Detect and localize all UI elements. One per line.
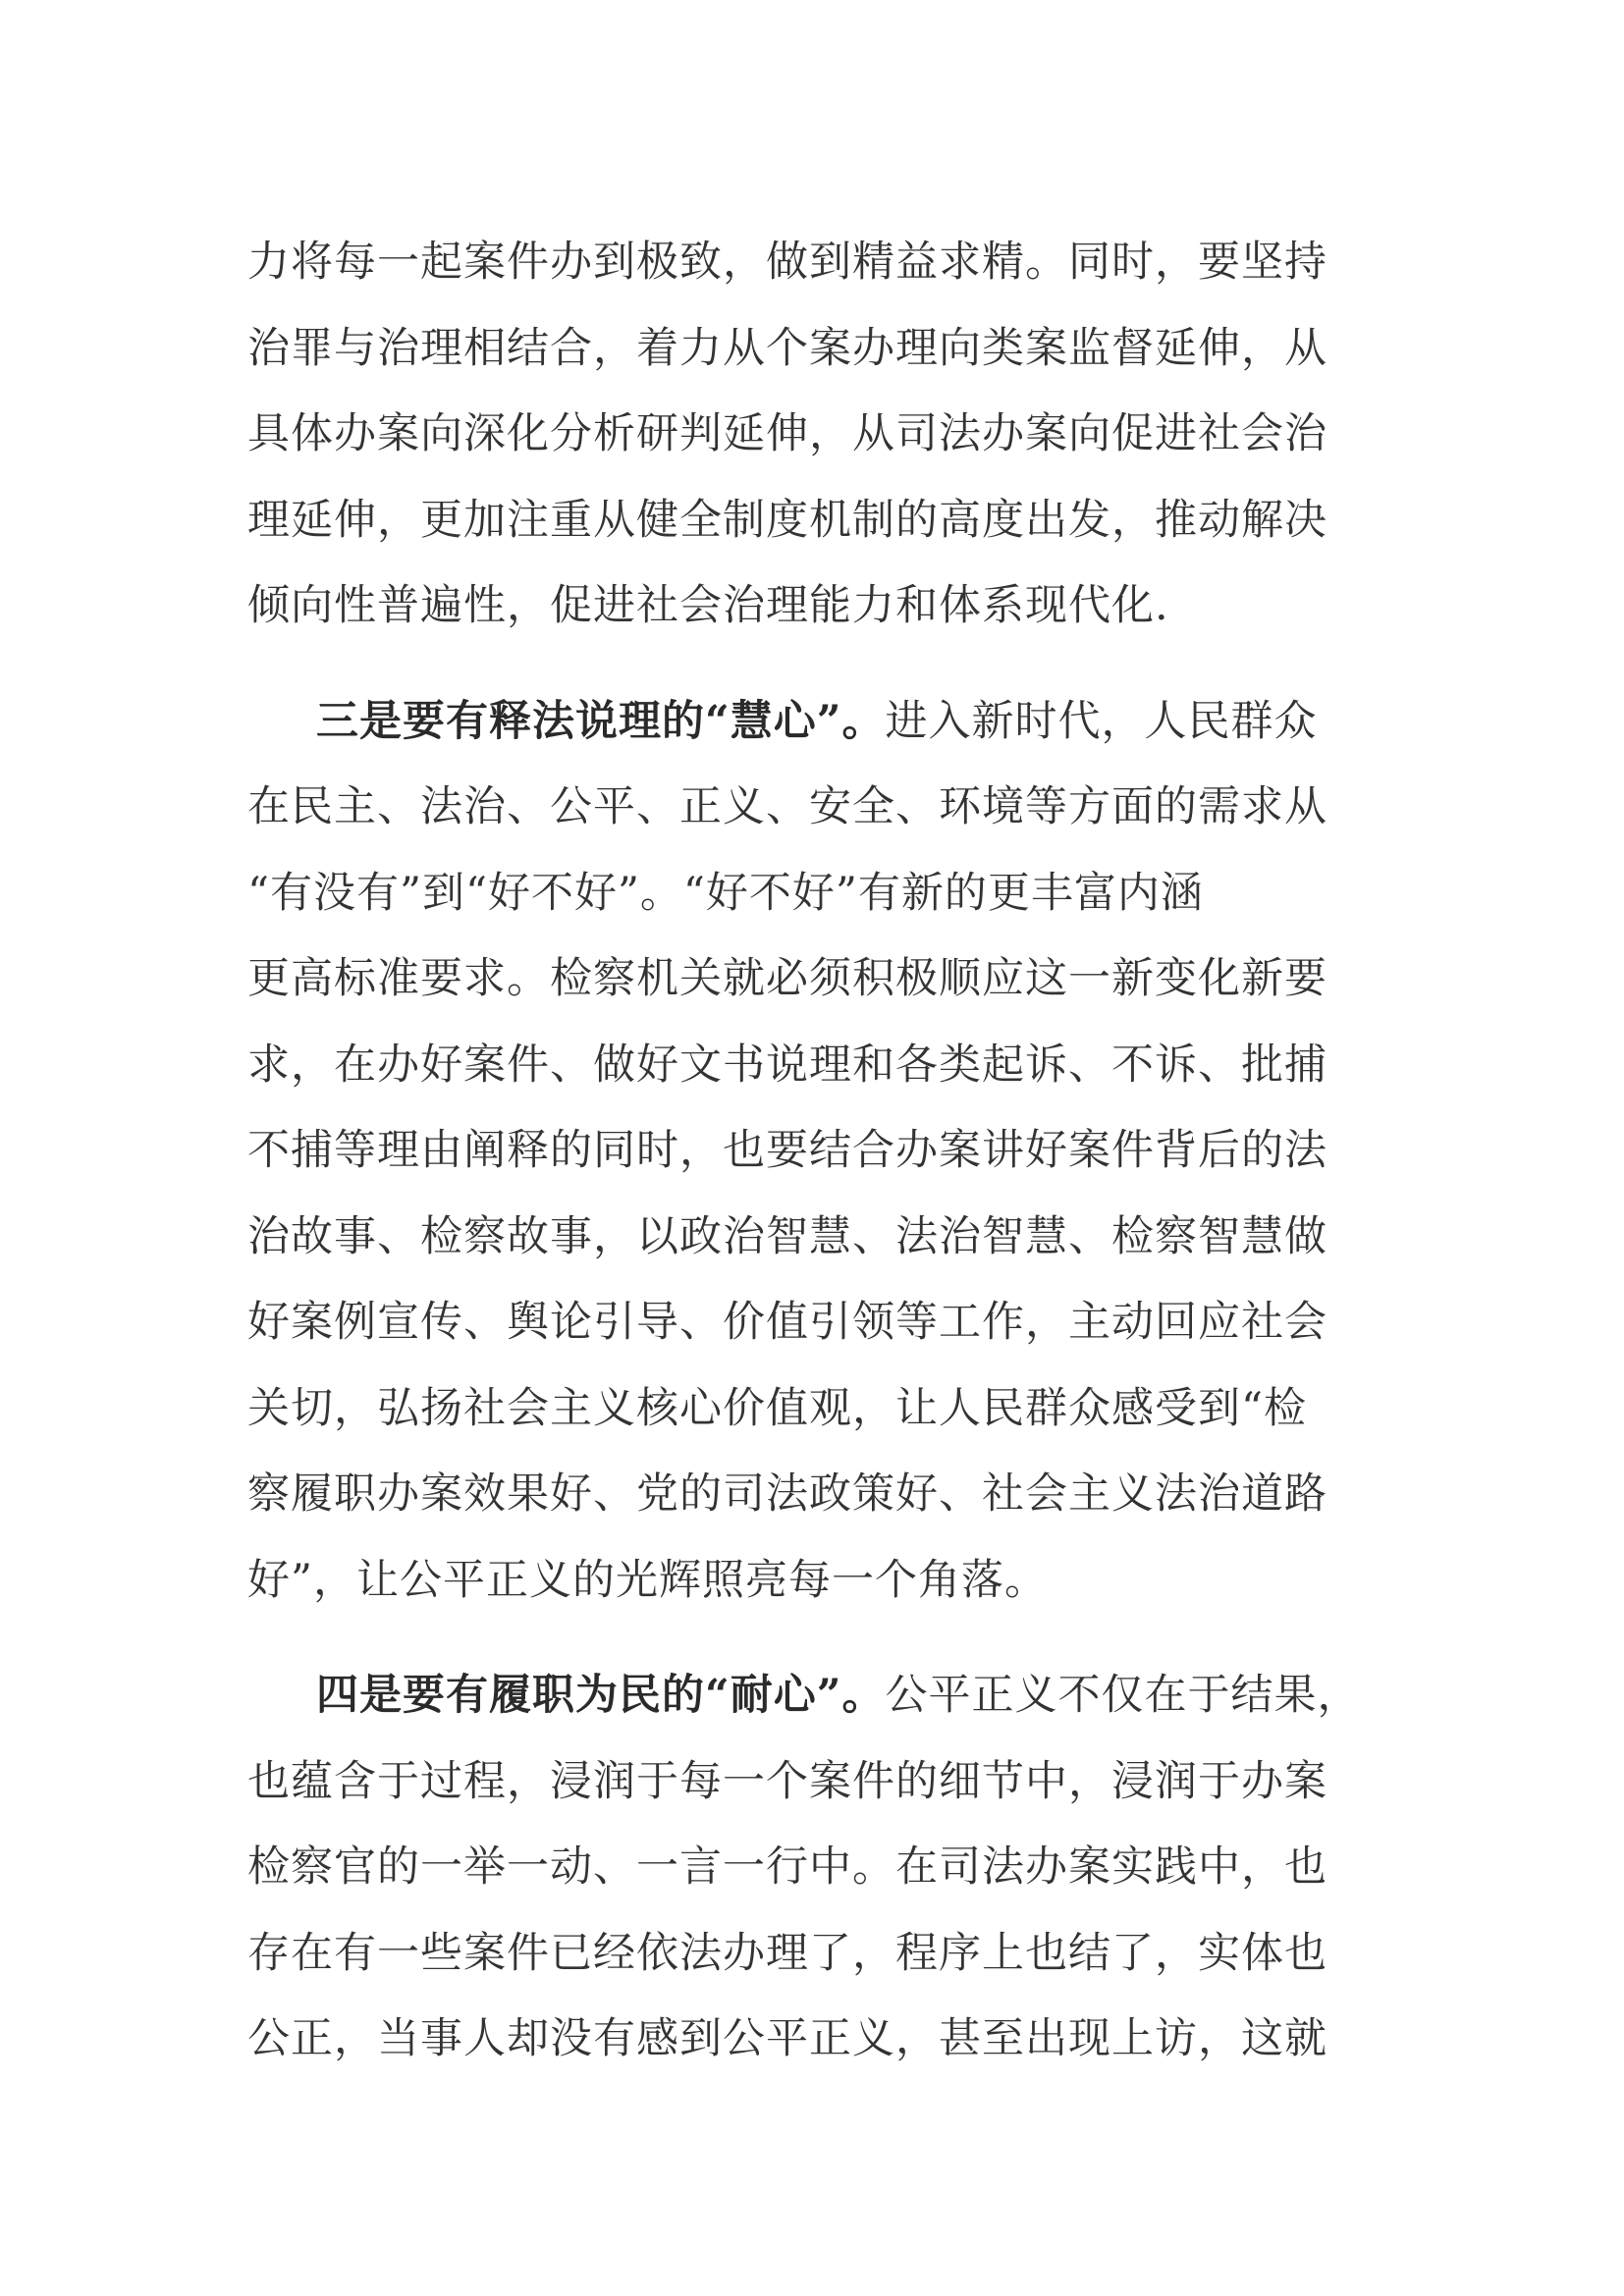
paragraph-3: [247, 1653, 1386, 2083]
text-line: 具体办案向深化分析研判延伸，从司法办案向促进社会治: [247, 409, 1327, 458]
text-line: 求，在办好案件、做好文书说理和各类起诉、不诉、批捕: [247, 1040, 1327, 1090]
text-line: 关切，弘扬社会主义核心价值观，让人民群众感受到“检: [247, 1383, 1307, 1433]
text-run: 公平正义不仅在于结果，: [885, 1671, 1361, 1720]
text-line: “有没有”到“好不好”。“好不好”有新的更丰富内涵: [247, 868, 1204, 918]
text-line: 察履职办案效果好、党的司法政策好、社会主义法治道路: [247, 1469, 1327, 1519]
paragraph-2: [247, 679, 1386, 1625]
text-line: 倾向性普遍性，促进社会治理能力和体系现代化.: [247, 581, 1169, 630]
text-line: 也蕴含于过程，浸润于每一个案件的细节中，浸润于办案: [247, 1756, 1327, 1806]
body-text: [247, 220, 1386, 2083]
text-line: 公正，当事人却没有感到公平正义，甚至出现上访，这就: [247, 2014, 1327, 2063]
text-line: 力将每一起案件办到极致，做到精益求精。同时，要坚持: [247, 238, 1327, 287]
text-line: 在民主、法治、公平、正义、安全、环境等方面的需求从: [247, 782, 1327, 831]
section-heading-wisdom: 三是要有释法说理的“慧心”。: [316, 696, 886, 746]
text-line: 理延伸，更加注重从健全制度机制的高度出发，推动解决: [247, 495, 1327, 545]
paragraph-spacing: [247, 1624, 1386, 1653]
text-line: 治罪与治理相结合，着力从个案办理向类案监督延伸，从: [247, 323, 1327, 373]
text-line: 更高标准要求。检察机关就必须积极顺应这一新变化新要: [247, 954, 1327, 1003]
section-heading-patience: 四是要有履职为民的“耐心”。: [316, 1671, 886, 1720]
paragraph-2-first-line: [247, 679, 1386, 766]
paragraph-1: [247, 220, 1386, 650]
paragraph-spacing: [247, 650, 1386, 679]
text-line: 检察官的一举一动、一言一行中。在司法办案实践中，也: [247, 1842, 1327, 1892]
paragraph-3-first-line: [247, 1653, 1386, 1739]
text-run: 进入新时代，人民群众: [885, 696, 1318, 746]
text-line: 治故事、检察故事，以政治智慧、法治智慧、检察智慧做: [247, 1211, 1327, 1261]
text-line: 不捕等理由阐释的同时，也要结合办案讲好案件背后的法: [247, 1126, 1327, 1175]
text-line: 好”，让公平正义的光辉照亮每一个角落。: [247, 1555, 1048, 1605]
text-line: 好案例宣传、舆论引导、价值引领等工作，主动回应社会: [247, 1298, 1327, 1347]
text-line: 存在有一些案件已经依法办理了，程序上也结了，实体也: [247, 1928, 1327, 1978]
